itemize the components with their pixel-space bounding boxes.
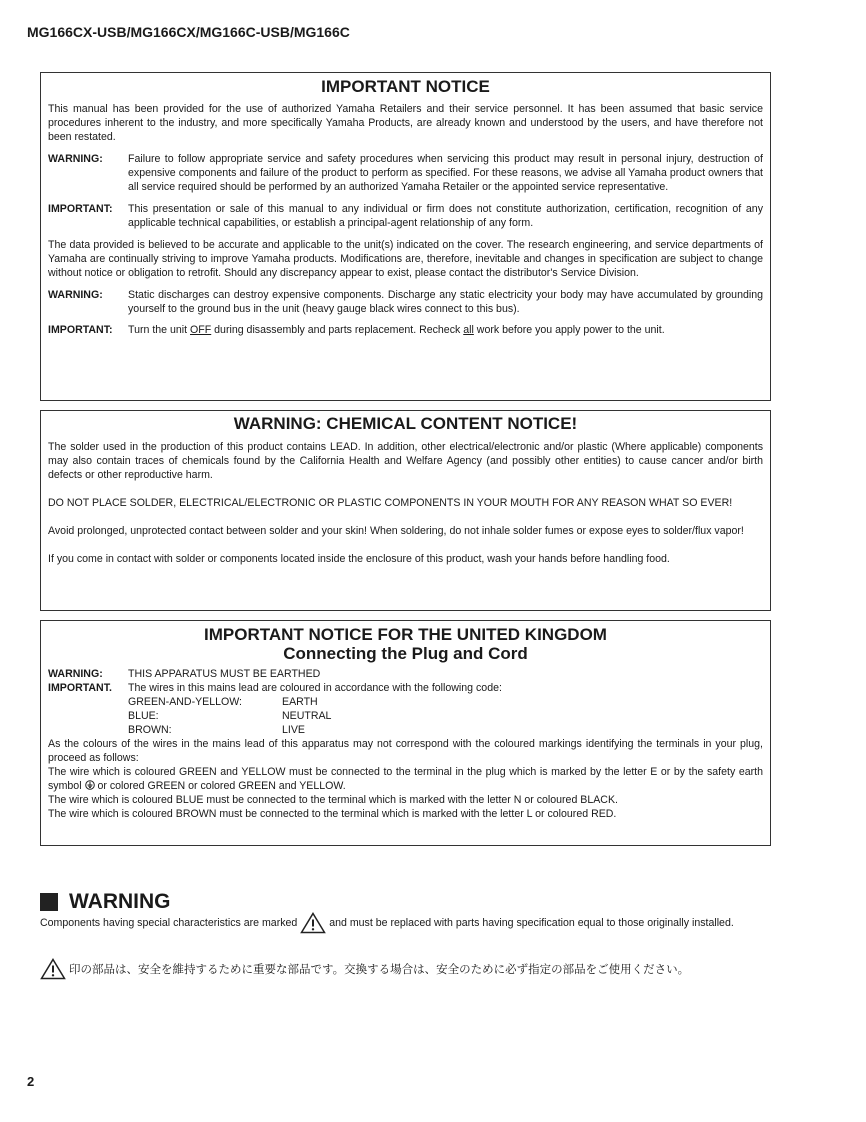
warning-label: WARNING: [48, 153, 103, 165]
warning-text: Failure to follow appropriate service and safety procedures when servicing this product may result in personal injury, destruction of expensive components and failure of the product to perform as specified. For these reasons, we advise all Yamaha product owners that all service required should be performed by an authorized Yamaha Retailer or the appointed service representative. [128, 153, 763, 193]
wire-code-row: BROWN: LIVE [128, 724, 305, 736]
chemical-p2: DO NOT PLACE SOLDER, ELECTRICAL/ELECTRONIC OR PLASTIC COMPONENTS IN YOUR MOUTH FOR ANY REASON WHAT SO EVER! [48, 497, 733, 509]
important-notice-box [40, 72, 771, 401]
chemical-notice-box [40, 410, 771, 611]
chemical-p3: Avoid prolonged, unprotected contact between solder and your skin! When soldering, do not inhale solder fumes or expose eyes to solder/flux vapor! [48, 525, 744, 537]
intro-paragraph: This manual has been provided for the use of authorized Yamaha Retailers and their service personnel. It has been assumed that basic service procedures inherent to the industry, and more specifically Yamaha Products, are already known and understood by the users, and have therefore not been restated. [48, 103, 763, 143]
warning2-row [48, 288, 763, 316]
uk-warning-label: WARNING: [48, 668, 103, 680]
warning-heading: WARNING [40, 890, 171, 914]
all-underlined: all [463, 324, 474, 336]
earth-symbol-icon [85, 780, 95, 790]
uk-p4: The wire which is coloured BROWN must be connected to the terminal which is marked with the letter L or coloured RED. [48, 808, 617, 820]
uk-important-row [48, 681, 763, 695]
uk-notice-subtitle: Connecting the Plug and Cord [283, 644, 528, 663]
uk-warning-text: THIS APPARATUS MUST BE EARTHED [128, 668, 321, 680]
warning-triangle-icon [300, 912, 326, 934]
warning2-text: Static discharges can destroy expensive components. Discharge any static electricity your body may have accumulated by grounding yourself to the ground bus in the unit (heavy gauge black wires connect to this bus). [128, 289, 763, 315]
important2-text: Turn the unit OFF during disassembly and parts replacement. Recheck all work before you apply power to the unit. [128, 324, 665, 336]
model-header: MG166CX-USB/MG166CX/MG166C-USB/MG166C [27, 24, 350, 40]
uk-warning-row [48, 667, 763, 681]
page-number: 2 [27, 1074, 35, 1089]
important2-row [48, 323, 763, 337]
chemical-p4: If you come in contact with solder or components located inside the enclosure of this product, wash your hands before handling food. [48, 553, 670, 565]
warning-paragraph: Components having special characteristics are marked and must be replaced with parts having specification equal to those originally installed. [40, 912, 775, 934]
chemical-notice-title: WARNING: CHEMICAL CONTENT NOTICE! [233, 414, 578, 433]
data-paragraph: The data provided is believed to be accurate and applicable to the unit(s) indicated on the cover. The research engineering, and service departments of Yamaha are continually striving to improve Yamaha products. Modifications are, therefore, inevitable and changes in specification are subject to change without notice or obligation to retrofit. Should any discrepancy appear to exist, please contact the distributor's Service Division. [48, 239, 763, 279]
warning-triangle-icon [40, 958, 66, 980]
uk-notice-title: IMPORTANT NOTICE FOR THE UNITED KINGDOM [204, 625, 607, 644]
uk-important-text: The wires in this mains lead are coloured in accordance with the following code: [128, 682, 502, 694]
wire-code-row: GREEN-AND-YELLOW: EARTH [128, 696, 318, 708]
off-underlined: OFF [190, 324, 212, 336]
important-text: This presentation or sale of this manual to any individual or firm does not constitute authorization, certification, recognition of any applicable technical capabilities, or establish a principal-agent relationship of any form. [128, 203, 763, 229]
uk-p2: The wire which is coloured GREEN and YELLOW must be connected to the terminal in the plug which is marked by the letter E or by the safety earth symbol or colored GREEN or colored GREEN and YELLOW. [48, 766, 763, 792]
uk-p3: The wire which is coloured BLUE must be connected to the terminal which is marked with the letter N or coloured BLACK. [48, 794, 618, 806]
important-label: IMPORTANT: [48, 203, 113, 215]
square-bullet-icon [40, 893, 58, 911]
important2-label: IMPORTANT: [48, 324, 113, 336]
important-row [48, 202, 763, 230]
warning2-label: WARNING: [48, 289, 103, 301]
japanese-warning: 印の部品は、安全を維持するために重要な部品です。交換する場合は、安全のために必ず指定の部品をご使用ください。 [40, 958, 689, 980]
warning-row [48, 152, 763, 194]
chemical-p1: The solder used in the production of this product contains LEAD. In addition, other electrical/electronic and/or plastic (Where applicable) components may also contain traces of chemicals found by the California Health and Welfare Agency (and possibly other entities) to cause cancer and/or birth defects or other reproductive harm. [48, 441, 763, 481]
uk-p1: As the colours of the wires in the mains lead of this apparatus may not correspond with the coloured markings identifying the terminals in your plug, proceed as follows: [48, 738, 763, 764]
uk-notice-box [40, 620, 771, 846]
important-notice-title: IMPORTANT NOTICE [321, 77, 490, 96]
wire-code-row: BLUE: NEUTRAL [128, 710, 332, 722]
uk-important-label: IMPORTANT. [48, 682, 112, 694]
